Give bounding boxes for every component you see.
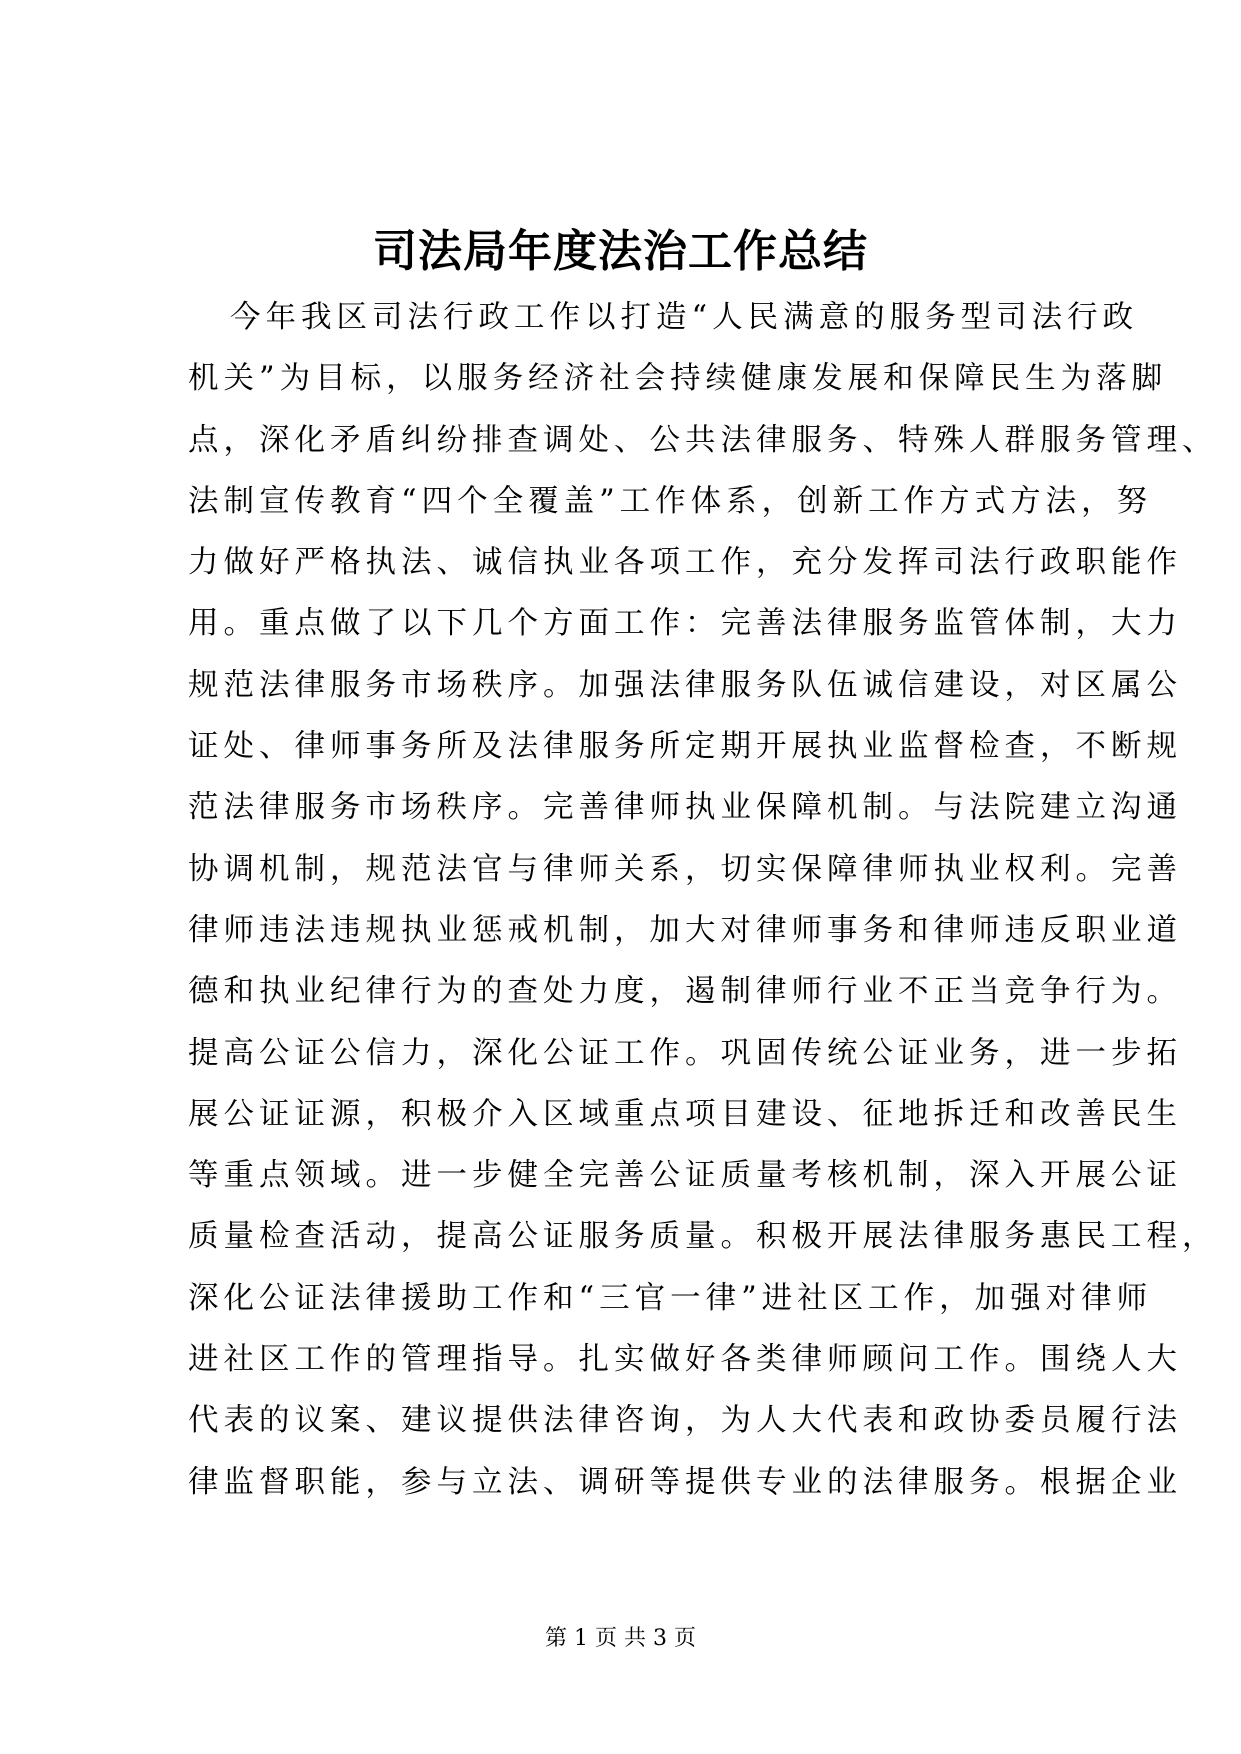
document-title: 司法局年度法治工作总结: [373, 226, 868, 277]
body-line: 代表的议案、建议提供法律咨询，为人大代表和政协委员履行法: [188, 1403, 1182, 1439]
body-line: 律监督职能，参与立法、调研等提供专业的法律服务。根据企业: [188, 1464, 1182, 1500]
body-line: 机关”为目标，以服务经济社会持续健康发展和保障民生为落脚: [188, 361, 1168, 397]
body-line: 法制宣传教育“四个全覆盖”工作体系，创新工作方式方法，努: [188, 483, 1153, 519]
body-line: 展公证证源，积极介入区域重点项目建设、征地拆迁和改善民生: [188, 1096, 1182, 1132]
body-line: 今年我区司法行政工作以打造“人民满意的服务型司法行政: [230, 300, 1139, 335]
page-footer: 第 1 页 共 3 页: [545, 1626, 696, 1651]
body-line: 等重点领域。进一步健全完善公证质量考核机制，深入开展公证: [188, 1158, 1182, 1194]
body-line: 律师违法违规执业惩戒机制，加大对律师事务和律师违反职业道: [188, 912, 1182, 948]
body-line: 提高公证公信力，深化公证工作。巩固传统公证业务，进一步拓: [188, 1035, 1182, 1071]
body-line: 协调机制，规范法官与律师关系，切实保障律师执业权利。完善: [188, 851, 1182, 887]
body-line: 规范法律服务市场秩序。加强法律服务队伍诚信建设，对区属公: [188, 667, 1182, 703]
body-line: 德和执业纪律行为的查处力度，遏制律师行业不正当竞争行为。: [188, 974, 1182, 1010]
document-body: [188, 296, 1218, 1522]
body-line: 范法律服务市场秩序。完善律师执业保障机制。与法院建立沟通: [188, 790, 1182, 826]
body-line: 进社区工作的管理指导。扎实做好各类律师顾问工作。围绕人大: [188, 1342, 1182, 1378]
body-line: 深化公证法律援助工作和“三官一律”进社区工作，加强对律师: [188, 1280, 1153, 1316]
body-line: 用。重点做了以下几个方面工作：完善法律服务监管体制，大力: [188, 606, 1182, 642]
body-line: 力做好严格执法、诚信执业各项工作，充分发挥司法行政职能作: [188, 545, 1182, 581]
body-line: 证处、律师事务所及法律服务所定期开展执业监督检查，不断规: [188, 729, 1182, 765]
body-line: 质量检查活动，提高公证服务质量。积极开展法律服务惠民工程，: [188, 1219, 1218, 1255]
body-line: 点，深化矛盾纠纷排查调处、公共法律服务、特殊人群服务管理、: [188, 422, 1218, 458]
